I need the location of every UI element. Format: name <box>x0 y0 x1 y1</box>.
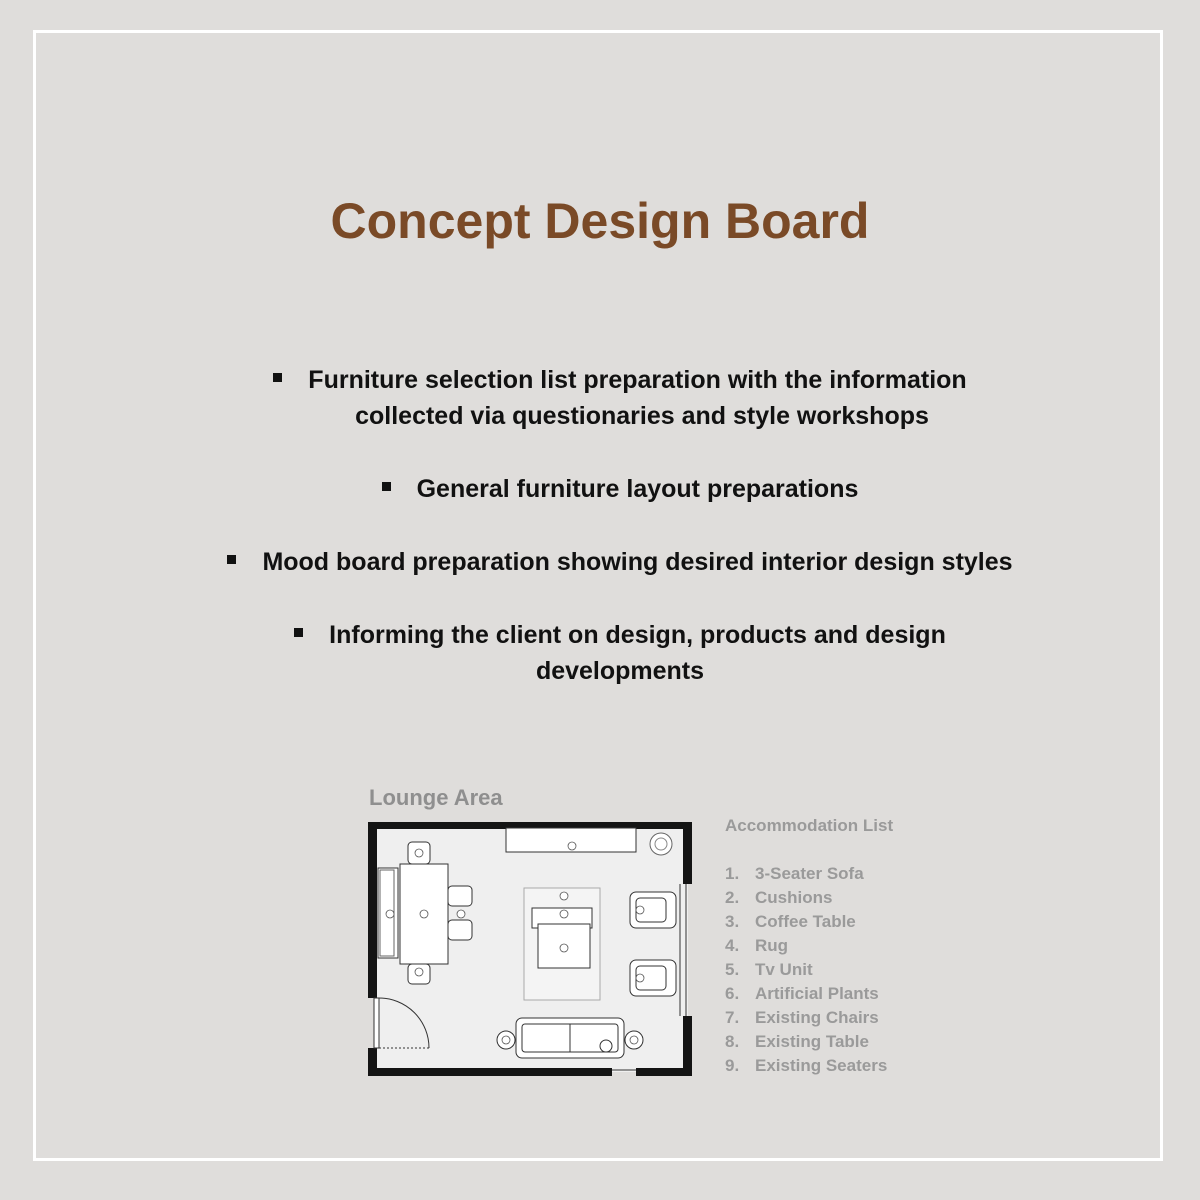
page-title: Concept Design Board <box>330 193 870 249</box>
bullet-line: General furniture layout preparations <box>416 475 859 503</box>
bullet-line: developments <box>535 657 705 685</box>
accommodation-list <box>725 862 887 1078</box>
list-item: 4. Rug <box>725 936 789 955</box>
list-item: 6. Artificial Plants <box>725 984 879 1003</box>
bullet-item <box>150 544 1090 580</box>
square-bullet-icon <box>227 555 236 564</box>
lounge-floor-plan <box>366 820 696 1080</box>
list-item: 1. 3-Seater Sofa <box>725 864 864 883</box>
bullet-item <box>150 617 1090 689</box>
bullet-line: Furniture selection list preparation with the information <box>308 366 967 394</box>
bullet-item <box>150 471 1090 507</box>
floor-plan-title: Lounge Area <box>369 785 503 810</box>
list-item: 8. Existing Table <box>725 1032 869 1051</box>
list-item: 3. Coffee Table <box>725 912 856 931</box>
bullet-item <box>150 362 1090 434</box>
list-item: 5. Tv Unit <box>725 960 813 979</box>
list-item: 2. Cushions <box>725 888 833 907</box>
service-bullet-list <box>150 362 1090 726</box>
square-bullet-icon <box>273 373 282 382</box>
list-item: 7. Existing Chairs <box>725 1008 879 1027</box>
bullet-line: Informing the client on design, products and design <box>329 621 946 649</box>
square-bullet-icon <box>382 482 391 491</box>
bullet-line: Mood board preparation showing desired interior design styles <box>262 548 1013 576</box>
accommodation-list-title: Accommodation List <box>725 816 894 835</box>
bullet-line: collected via questionaries and style workshops <box>355 402 929 430</box>
list-item: 9. Existing Seaters <box>725 1056 888 1075</box>
three-seater-sofa <box>497 1018 643 1058</box>
square-bullet-icon <box>294 628 303 637</box>
